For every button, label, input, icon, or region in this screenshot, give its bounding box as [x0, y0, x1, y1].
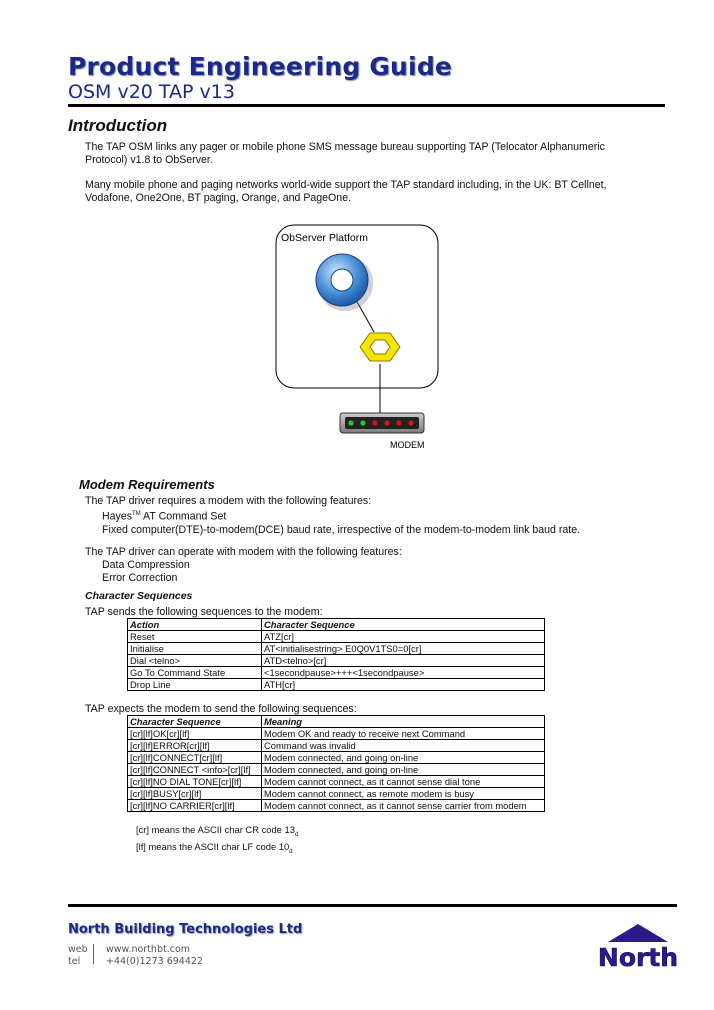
- table-cell: Command was invalid: [262, 740, 545, 752]
- table-row: [128, 631, 545, 643]
- table-cell: [cr][lf]CONNECT[cr][lf]: [128, 752, 262, 764]
- table-cell: <1secondpause>+++<1secondpause>: [262, 667, 545, 679]
- table-cell: ATZ[cr]: [262, 631, 545, 643]
- note-cr: [cr] means the ASCII char CR code $13_d$: [136, 824, 299, 838]
- table-cell: Drop Line: [128, 679, 262, 691]
- table-cell: Modem OK and ready to receive next Command: [262, 728, 545, 740]
- web-link[interactable]: www.northbt.com: [106, 944, 191, 955]
- column-header: Action: [128, 619, 262, 631]
- intro-paragraph-2: [85, 179, 607, 205]
- table-cell: Modem connected, and going on-line: [262, 764, 545, 776]
- table-row: [128, 764, 545, 776]
- table-cell: Modem cannot connect, as remote modem is busy: [262, 788, 545, 800]
- notes: [136, 824, 298, 858]
- intro-p2-line2: Vodafone, One2One, BT paging, Orange, and PageOne.: [85, 192, 352, 204]
- table-cell: [cr][lf]NO DIAL TONE[cr][lf]: [128, 776, 262, 788]
- optional-intro: The TAP driver can operate with modem with the following features:: [85, 546, 402, 558]
- table-row: [128, 740, 545, 752]
- char-sequences-heading: Character Sequences: [85, 590, 193, 602]
- intro-p2-line1: Many mobile phone and paging networks world-wide support the TAP standard including, in the UK: BT Cellnet,: [85, 179, 607, 191]
- intro-heading: Introduction: [68, 116, 168, 135]
- required-features: [85, 495, 580, 537]
- optional-item-1: Data Compression: [102, 559, 190, 571]
- page-title: Product Engineering Guide: [68, 52, 453, 81]
- modem-led: [360, 420, 365, 425]
- table-cell: [cr][lf]ERROR[cr][lf]: [128, 740, 262, 752]
- footer-divider: [68, 904, 677, 907]
- table-cell: [cr][lf]CONNECT <info>[cr][lf]: [128, 764, 262, 776]
- expects-table: [127, 715, 545, 812]
- intro-p1-line2: Protocol) v1.8 to ObServer.: [85, 154, 213, 166]
- expects-intro: TAP expects the modem to send the following sequences:: [85, 703, 357, 715]
- modem-device-icon: [340, 413, 424, 433]
- table-row: [128, 643, 545, 655]
- modem-requirements-heading: Modem Requirements: [79, 477, 215, 492]
- contact-values: [106, 944, 203, 968]
- page-subtitle: OSM v20 TAP v13: [68, 81, 235, 103]
- optional-item-2: Error Correction: [102, 572, 178, 584]
- column-header: Character Sequence: [128, 716, 262, 728]
- required-item-1: Hayes™ AT Command Set: [102, 510, 227, 523]
- table-row: [128, 679, 545, 691]
- sends-intro: TAP sends the following sequences to the modem:: [85, 606, 323, 618]
- table-cell: Modem connected, and going on-line: [262, 752, 545, 764]
- optional-features: [85, 546, 402, 585]
- north-logo: [597, 922, 679, 972]
- table-row: [128, 752, 545, 764]
- intro-paragraph-1: [85, 141, 605, 167]
- table-cell: [cr][lf]OK[cr][lf]: [128, 728, 262, 740]
- modem-led: [348, 420, 353, 425]
- logo-text: North: [597, 943, 679, 972]
- table-cell: [cr][lf]BUSY[cr][lf]: [128, 788, 262, 800]
- web-label: web: [68, 944, 88, 955]
- modem-led: [372, 420, 377, 425]
- table-header-row: [128, 619, 545, 631]
- tel-number: +44(0)1273 694422: [106, 956, 203, 967]
- column-header: Meaning: [262, 716, 545, 728]
- required-intro: The TAP driver requires a modem with the following features:: [85, 495, 372, 507]
- table-cell: ATD<telno>[cr]: [262, 655, 545, 667]
- table-header-row: [128, 716, 545, 728]
- table-cell: Go To Command State: [128, 667, 262, 679]
- contact-separator: [93, 944, 94, 964]
- required-item-2: Fixed computer(DTE)-to-modem(DCE) baud rate, irrespective of the modem-to-modem link baud rate.: [102, 523, 581, 536]
- table-cell: Modem cannot connect, as it cannot sense carrier from modem: [262, 800, 545, 812]
- table-cell: Modem cannot connect, as it cannot sense dial tone: [262, 776, 545, 788]
- sends-table: [127, 618, 545, 691]
- table-cell: ATH[cr]: [262, 679, 545, 691]
- tel-label: tel: [68, 956, 81, 967]
- table-row: [128, 788, 545, 800]
- platform-label: ObServer Platform: [281, 232, 368, 244]
- table-row: [128, 655, 545, 667]
- modem-label: MODEM: [390, 440, 425, 450]
- note-lf: [lf] means the ASCII char LF code $10_d$: [136, 840, 293, 855]
- header-divider: [68, 104, 665, 107]
- column-header: Character Sequence: [262, 619, 545, 631]
- table-cell: Initialise: [128, 643, 262, 655]
- company-name: North Building Technologies Ltd: [68, 922, 303, 937]
- table-cell: AT<initialisestring> E0Q0V1TS0=0[cr]: [262, 643, 545, 655]
- system-diagram: [270, 222, 450, 454]
- contact-labels: [68, 944, 88, 968]
- modem-led: [396, 420, 401, 425]
- table-row: [128, 776, 545, 788]
- table-row: [128, 667, 545, 679]
- intro-p1-line1: The TAP OSM links any pager or mobile phone SMS message bureau supporting TAP (Telocator Alphanumeric: [85, 141, 605, 153]
- modem-led: [384, 420, 389, 425]
- table-cell: [cr][lf]NO CARRIER[cr][lf]: [128, 800, 262, 812]
- table-cell: Dial <telno>: [128, 655, 262, 667]
- modem-led: [408, 420, 413, 425]
- table-row: [128, 800, 545, 812]
- table-row: [128, 728, 545, 740]
- table-cell: Reset: [128, 631, 262, 643]
